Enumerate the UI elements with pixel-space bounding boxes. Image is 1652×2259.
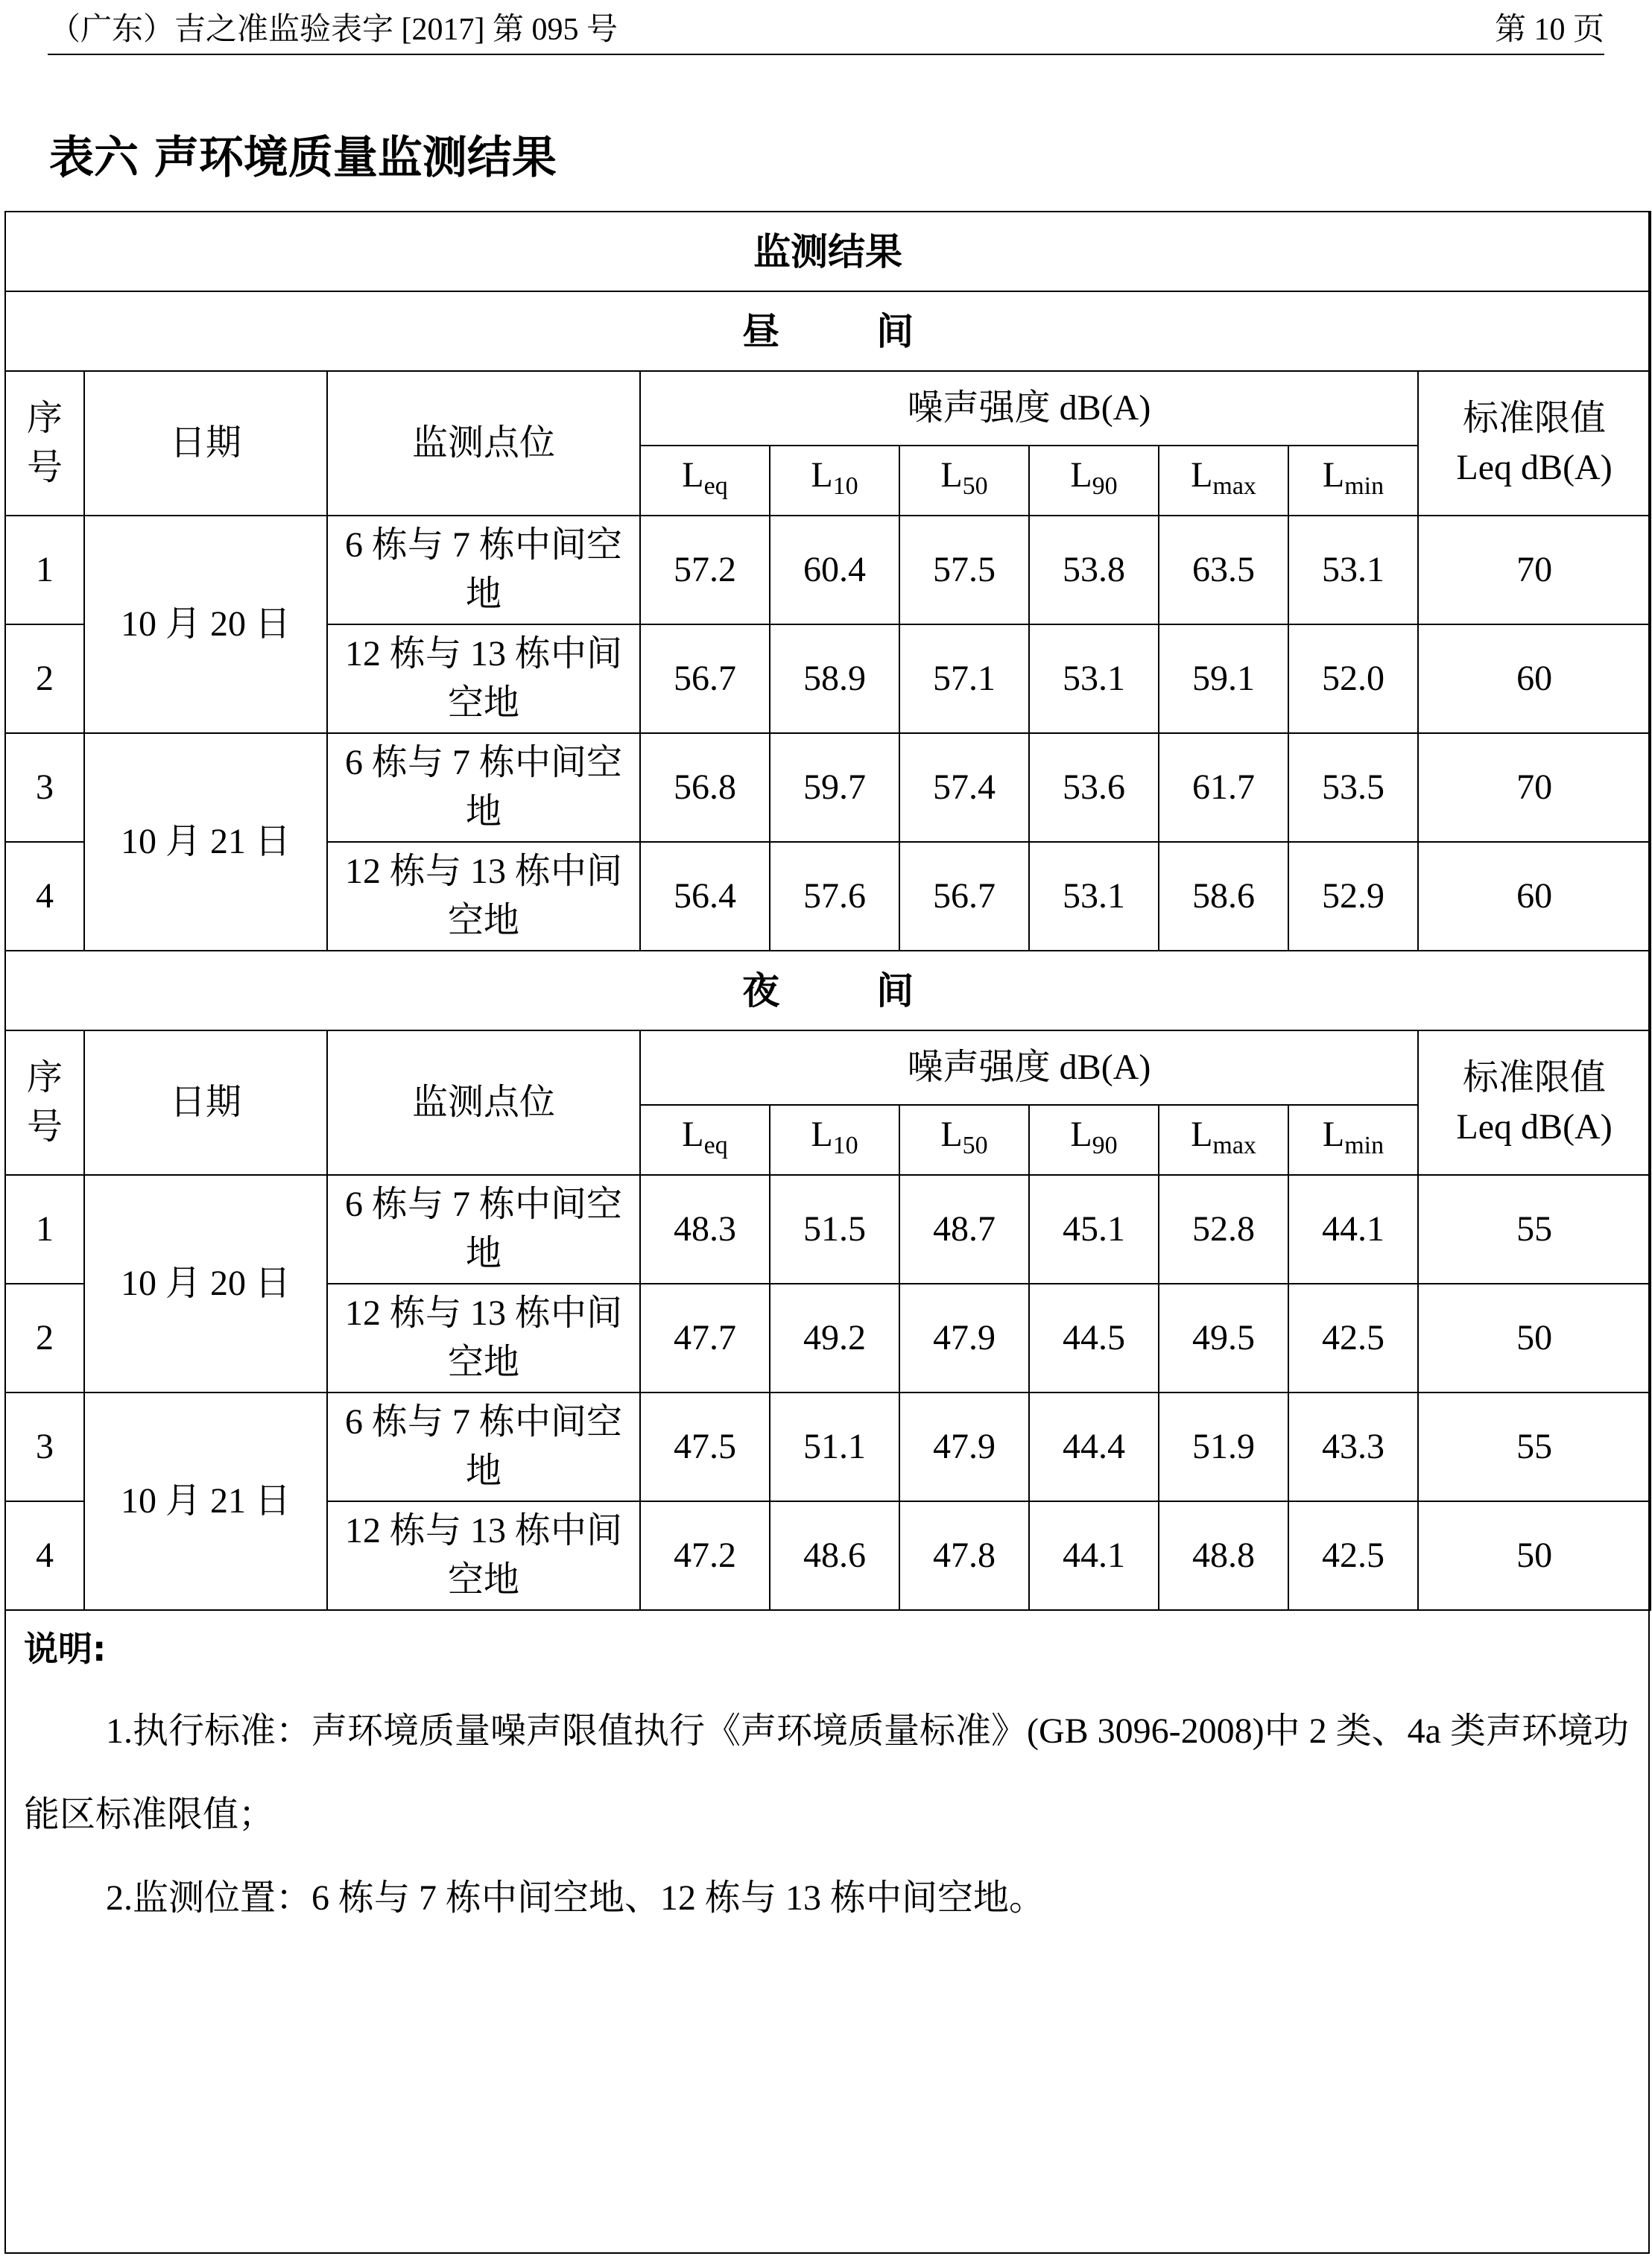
- table-row: [5, 733, 1651, 842]
- table-caption: 监测结果: [5, 212, 1651, 291]
- day-header-point: 监测点位: [327, 371, 640, 516]
- header-leq-subscript: eq: [703, 472, 728, 500]
- header-l90-subscript: 90: [1092, 1131, 1118, 1159]
- night-header-l10: [770, 1105, 899, 1175]
- header-l50-subscript: 50: [962, 1131, 988, 1159]
- day-limit-cell: 60: [1418, 842, 1651, 951]
- day-lmax-cell: 63.5: [1159, 516, 1288, 624]
- header-lmax-letter: L: [1191, 1114, 1213, 1154]
- header-seq-line2: 号: [26, 448, 63, 487]
- night-point-cell: 12 栋与 13 栋中间空地: [327, 1284, 640, 1393]
- day-l10-cell: 59.7: [770, 733, 899, 842]
- day-date-cell: 10 月 20 日: [84, 516, 327, 733]
- night-limit-cell: 50: [1418, 1501, 1651, 1610]
- night-seq-cell: 2: [5, 1284, 84, 1393]
- night-leq-cell: 47.2: [640, 1501, 770, 1610]
- header-limit-line1: 标准限值: [1463, 399, 1607, 438]
- day-seq-cell: 3: [5, 733, 84, 842]
- day-leq-cell: 56.4: [640, 842, 770, 951]
- header-lmax-subscript: max: [1212, 1131, 1256, 1159]
- day-l90-cell: 53.1: [1029, 842, 1159, 951]
- day-lmin-cell: 52.0: [1288, 624, 1418, 733]
- header-rule: [48, 54, 1604, 55]
- night-l90-cell: 44.4: [1029, 1393, 1159, 1501]
- day-l50-cell: 57.4: [899, 733, 1029, 842]
- night-l10-cell: 51.1: [770, 1393, 899, 1501]
- day-l90-cell: 53.6: [1029, 733, 1159, 842]
- night-l90-cell: 45.1: [1029, 1175, 1159, 1284]
- day-l50-cell: 57.5: [899, 516, 1029, 624]
- day-seq-cell: 1: [5, 516, 84, 624]
- day-header-date: 日期: [84, 371, 327, 516]
- header-lmax-letter: L: [1191, 454, 1213, 495]
- day-leq-cell: 56.8: [640, 733, 770, 842]
- day-l90-cell: 53.8: [1029, 516, 1159, 624]
- header-l50-letter: L: [940, 1114, 963, 1154]
- note-item-standard: 1.执行标准：声环境质量噪声限值执行《声环境质量标准》(GB 3096-2008)中 2 类、4a 类声环境功能区标准限值；: [24, 1711, 1629, 1834]
- day-l50-cell: 56.7: [899, 842, 1029, 951]
- day-seq-cell: 2: [5, 624, 84, 733]
- results-table: [4, 211, 1651, 1611]
- day-header-leq: [640, 446, 770, 516]
- night-l90-cell: 44.1: [1029, 1501, 1159, 1610]
- night-header-seq: [5, 1030, 84, 1175]
- day-section-label: [5, 291, 1651, 371]
- header-l10-letter: L: [811, 454, 833, 495]
- night-lmax-cell: 51.9: [1159, 1393, 1288, 1501]
- page-number: 第 10 页: [1494, 13, 1604, 47]
- day-l90-cell: 53.1: [1029, 624, 1159, 733]
- night-lmin-cell: 44.1: [1288, 1175, 1418, 1284]
- header-lmin-letter: L: [1322, 454, 1345, 495]
- night-leq-cell: 48.3: [640, 1175, 770, 1284]
- night-l50-cell: 48.7: [899, 1175, 1029, 1284]
- header-seq-line1: 序: [26, 399, 63, 438]
- header-l10-subscript: 10: [832, 472, 858, 500]
- night-header-date: 日期: [84, 1030, 327, 1175]
- day-limit-cell: 60: [1418, 624, 1651, 733]
- night-l50-cell: 47.9: [899, 1393, 1029, 1501]
- header-limit-line2: Leq dB(A): [1456, 1107, 1613, 1147]
- night-header-l90: [1029, 1105, 1159, 1175]
- header-lmin-subscript: min: [1344, 1131, 1384, 1159]
- header-limit-line1: 标准限值: [1463, 1058, 1607, 1097]
- table-row: [5, 516, 1651, 624]
- header-l50-subscript: 50: [962, 472, 988, 500]
- night-point-cell: 6 栋与 7 栋中间空地: [327, 1175, 640, 1284]
- night-header-limit: [1418, 1030, 1651, 1175]
- day-header-seq: [5, 371, 84, 516]
- night-header-noise: 噪声强度 dB(A): [640, 1030, 1418, 1105]
- day-header-l90: [1029, 446, 1159, 516]
- night-seq-cell: 3: [5, 1393, 84, 1501]
- day-lmin-cell: 53.5: [1288, 733, 1418, 842]
- day-section-label-char-2: 间: [876, 309, 914, 353]
- day-lmax-cell: 61.7: [1159, 733, 1288, 842]
- night-point-cell: 12 栋与 13 栋中间空地: [327, 1501, 640, 1610]
- day-lmax-cell: 59.1: [1159, 624, 1288, 733]
- night-limit-cell: 55: [1418, 1175, 1651, 1284]
- day-point-cell: 12 栋与 13 栋中间空地: [327, 842, 640, 951]
- night-date-cell: 10 月 20 日: [84, 1175, 327, 1393]
- header-l10-subscript: 10: [832, 1131, 858, 1159]
- night-l10-cell: 51.5: [770, 1175, 899, 1284]
- header-lmin-subscript: min: [1344, 472, 1384, 500]
- day-l10-cell: 58.9: [770, 624, 899, 733]
- header-lmax-subscript: max: [1212, 472, 1256, 500]
- night-seq-cell: 1: [5, 1175, 84, 1284]
- day-section-label-char-1: 昼: [742, 309, 780, 353]
- table-row: [5, 1175, 1651, 1284]
- night-header-lmin: [1288, 1105, 1418, 1175]
- header-l50-letter: L: [940, 454, 963, 495]
- document-number: （广东）吉之准监验表字 [2017] 第 095 号: [49, 13, 618, 47]
- night-header-lmax: [1159, 1105, 1288, 1175]
- day-l10-cell: 60.4: [770, 516, 899, 624]
- day-header-noise: 噪声强度 dB(A): [640, 371, 1418, 446]
- header-l90-subscript: 90: [1092, 472, 1118, 500]
- night-l50-cell: 47.8: [899, 1501, 1029, 1610]
- day-header-lmin: [1288, 446, 1418, 516]
- day-point-cell: 6 栋与 7 栋中间空地: [327, 733, 640, 842]
- day-limit-cell: 70: [1418, 516, 1651, 624]
- header-lmin-letter: L: [1322, 1114, 1345, 1154]
- header-leq-subscript: eq: [703, 1131, 728, 1159]
- night-leq-cell: 47.7: [640, 1284, 770, 1393]
- night-header-leq: [640, 1105, 770, 1175]
- night-lmin-cell: 43.3: [1288, 1393, 1418, 1501]
- day-lmax-cell: 58.6: [1159, 842, 1288, 951]
- note-item-location: 2.监测位置：6 栋与 7 栋中间空地、12 栋与 13 栋中间空地。: [106, 1878, 1045, 1918]
- header-seq-line1: 序: [26, 1058, 63, 1097]
- header-leq-letter: L: [682, 454, 704, 495]
- night-lmin-cell: 42.5: [1288, 1284, 1418, 1393]
- night-l90-cell: 44.5: [1029, 1284, 1159, 1393]
- day-lmin-cell: 53.1: [1288, 516, 1418, 624]
- day-leq-cell: 57.2: [640, 516, 770, 624]
- day-point-cell: 6 栋与 7 栋中间空地: [327, 516, 640, 624]
- night-leq-cell: 47.5: [640, 1393, 770, 1501]
- night-lmax-cell: 52.8: [1159, 1175, 1288, 1284]
- day-header-lmax: [1159, 446, 1288, 516]
- header-l10-letter: L: [811, 1114, 833, 1154]
- night-lmax-cell: 48.8: [1159, 1501, 1288, 1610]
- day-limit-cell: 70: [1418, 733, 1651, 842]
- night-section-label: [5, 951, 1651, 1030]
- header-l90-letter: L: [1070, 454, 1092, 495]
- night-lmax-cell: 49.5: [1159, 1284, 1288, 1393]
- night-section-label-char-1: 夜: [742, 969, 780, 1013]
- night-point-cell: 6 栋与 7 栋中间空地: [327, 1393, 640, 1501]
- page-title: 表六 声环境质量监测结果: [49, 132, 557, 184]
- day-header-l50: [899, 446, 1029, 516]
- night-l10-cell: 48.6: [770, 1501, 899, 1610]
- night-limit-cell: 50: [1418, 1284, 1651, 1393]
- night-date-cell: 10 月 21 日: [84, 1393, 327, 1610]
- table-row: [5, 1393, 1651, 1501]
- day-point-cell: 12 栋与 13 栋中间空地: [327, 624, 640, 733]
- notes-heading: 说明:: [24, 1629, 107, 1669]
- night-header-l50: [899, 1105, 1029, 1175]
- night-limit-cell: 55: [1418, 1393, 1651, 1501]
- night-seq-cell: 4: [5, 1501, 84, 1610]
- day-l50-cell: 57.1: [899, 624, 1029, 733]
- header-leq-letter: L: [682, 1114, 704, 1154]
- day-date-cell: 10 月 21 日: [84, 733, 327, 951]
- night-l50-cell: 47.9: [899, 1284, 1029, 1393]
- day-leq-cell: 56.7: [640, 624, 770, 733]
- day-lmin-cell: 52.9: [1288, 842, 1418, 951]
- night-lmin-cell: 42.5: [1288, 1501, 1418, 1610]
- day-header-l10: [770, 446, 899, 516]
- day-l10-cell: 57.6: [770, 842, 899, 951]
- night-header-point: 监测点位: [327, 1030, 640, 1175]
- header-seq-line2: 号: [26, 1107, 63, 1147]
- day-header-limit: [1418, 371, 1651, 516]
- header-l90-letter: L: [1070, 1114, 1092, 1154]
- night-section-label-char-2: 间: [876, 969, 914, 1013]
- day-seq-cell: 4: [5, 842, 84, 951]
- header-limit-line2: Leq dB(A): [1456, 448, 1613, 487]
- night-l10-cell: 49.2: [770, 1284, 899, 1393]
